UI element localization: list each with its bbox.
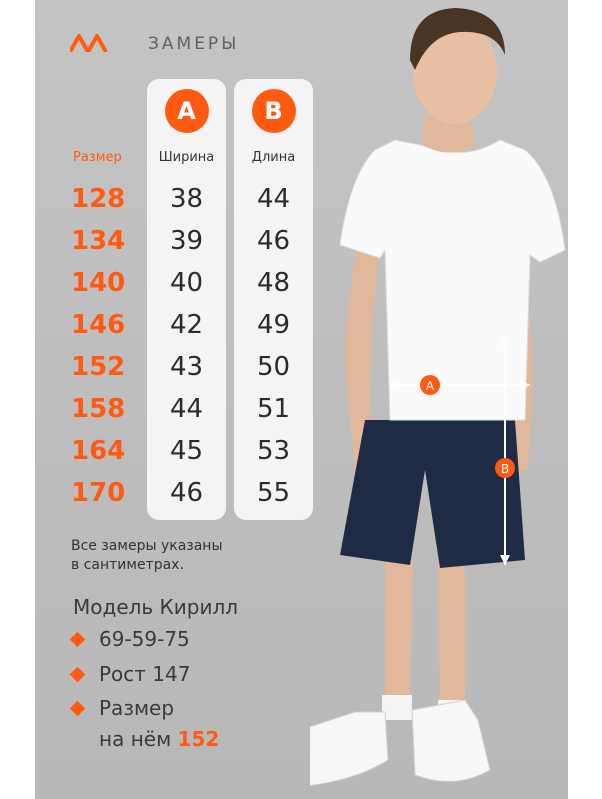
units-note-line-1: Все замеры указаны <box>71 538 223 554</box>
size-value: 128 <box>71 184 126 214</box>
model-size-line-2 <box>99 727 219 751</box>
model-size-prefix: на нём <box>99 727 172 751</box>
marker-b-label: B <box>500 462 510 476</box>
length-value: 46 <box>256 226 291 256</box>
length-value: 55 <box>256 478 291 508</box>
length-value: 51 <box>256 394 291 424</box>
bullet-diamond-icon <box>70 701 86 717</box>
bullet-diamond-icon <box>70 632 86 648</box>
model-size-line-1: Размер <box>99 696 175 720</box>
width-value: 43 <box>169 352 204 382</box>
width-value: 45 <box>169 436 204 466</box>
length-value: 48 <box>256 268 291 298</box>
size-value: 140 <box>71 268 126 298</box>
page-title: ЗАМЕРЫ <box>148 34 240 54</box>
width-value: 38 <box>169 184 204 214</box>
length-value: 44 <box>256 184 291 214</box>
model-photo <box>310 0 568 799</box>
size-chart-page <box>35 0 568 799</box>
model-height: Рост 147 <box>99 662 191 686</box>
units-note <box>71 537 301 575</box>
size-value: 152 <box>71 352 126 382</box>
width-value: 39 <box>169 226 204 256</box>
width-column-header: Ширина <box>158 150 215 165</box>
units-note-line-2: в сантиметрах. <box>71 557 184 573</box>
size-value: 158 <box>71 394 126 424</box>
size-column-header: Размер <box>73 150 122 165</box>
length-column-header: Длина <box>251 150 296 165</box>
size-value: 164 <box>71 436 126 466</box>
width-value: 44 <box>169 394 204 424</box>
badge-a: A <box>165 89 209 133</box>
model-size-value: 152 <box>177 727 220 751</box>
size-value: 134 <box>71 226 126 256</box>
width-value: 40 <box>169 268 204 298</box>
badge-b: B <box>252 89 296 133</box>
size-value: 170 <box>71 478 126 508</box>
marker-a-label: A <box>425 379 435 393</box>
bullet-diamond-icon <box>70 667 86 683</box>
length-value: 50 <box>256 352 291 382</box>
length-value: 49 <box>256 310 291 340</box>
width-value: 46 <box>169 478 204 508</box>
width-value: 42 <box>169 310 204 340</box>
model-measurements: 69-59-75 <box>99 627 190 651</box>
model-title: Модель Кирилл <box>73 595 239 619</box>
length-value: 53 <box>256 436 291 466</box>
size-value: 146 <box>71 310 126 340</box>
logo-icon <box>70 34 124 52</box>
